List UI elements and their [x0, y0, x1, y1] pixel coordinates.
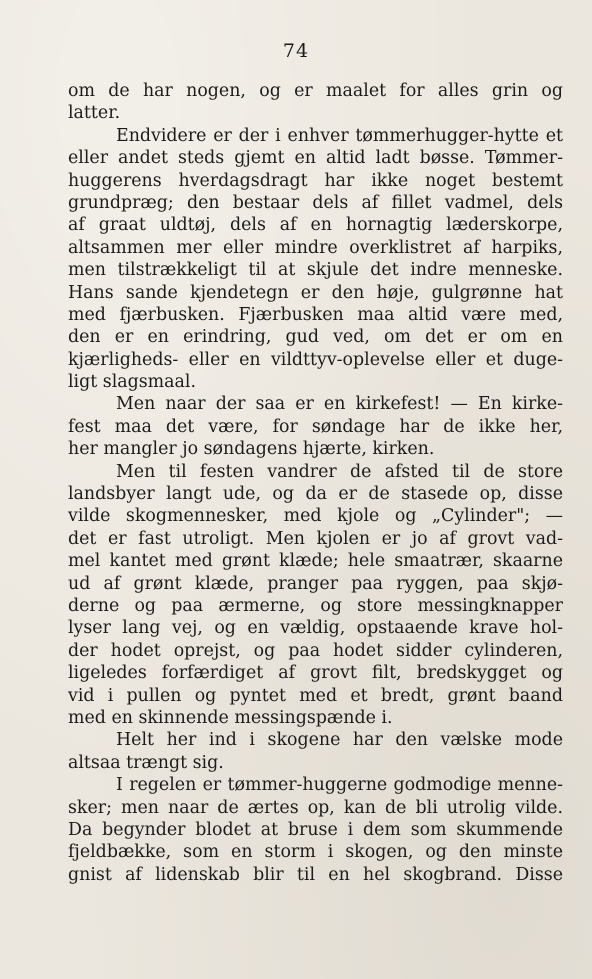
- text-line: altsammen mer eller mindre overklistret af harpiks,: [68, 237, 563, 258]
- text-line: fest maa det være, for søndage har de ikke her,: [68, 416, 563, 437]
- text-line: Men til festen vandrer de afsted til de store: [116, 461, 563, 482]
- text-line: vilde skogmennesker, med kjole og „Cylinder"; —: [68, 506, 563, 527]
- text-line: Hans sande kjendetegn er den høje, gulgrønne hat: [68, 282, 563, 303]
- text-line: gnist af lidenskab blir til en hel skogbrand. Disse: [68, 864, 563, 885]
- text-line: men tilstrækkeligt til at skjule det indre menneske.: [68, 260, 563, 281]
- text-line: eller andet steds gjemt en altid ladt bøsse. Tømmer-: [68, 148, 563, 169]
- text-line: grundpræg; den bestaar dels af fillet vadmel, dels: [68, 192, 563, 213]
- text-line: altsaa trængt sig.: [68, 752, 224, 773]
- text-line: derne og paa ærmerne, og store messingknapper: [68, 595, 563, 616]
- text-line: ligt slagsmaal.: [68, 372, 197, 393]
- text-line: mel kantet med grønt klæde; hele smaatrær, skaarne: [68, 551, 563, 572]
- text-line: I regelen er tømmer-huggerne godmodige menne-: [116, 775, 563, 796]
- text-line: vid i pullen og pyntet med et bredt, grønt baand: [68, 685, 563, 706]
- text-line: Endvidere er der i enhver tømmerhugger-hytte et: [116, 125, 563, 146]
- text-line: med fjærbusken. Fjærbusken maa altid være med,: [68, 304, 563, 325]
- text-line: fjeldbække, som en storm i skogen, og den minste: [68, 842, 563, 863]
- page-number: 74: [282, 40, 310, 62]
- text-line: Men naar der saa er en kirkefest! — En kirke-: [116, 394, 563, 415]
- text-line: lyser lang vej, og en vældig, opstaaende krave hol-: [68, 618, 563, 639]
- text-line: med en skinnende messingspænde i.: [68, 707, 393, 728]
- body-text: [68, 80, 563, 886]
- text-line: her mangler jo søndagens hjærte, kirken.: [68, 439, 435, 460]
- text-line: landsbyer langt ude, og da er de stasede op, disse: [68, 484, 563, 505]
- text-line: Da begynder blodet at bruse i dem som skummende: [68, 819, 563, 840]
- text-line: huggerens hverdagsdragt har ikke noget bestemt: [68, 170, 563, 191]
- text-line: den er en erindring, gud ved, om det er om en: [68, 327, 563, 348]
- text-line: om de har nogen, og er maalet for alles grin og: [68, 81, 563, 101]
- text-line: ligeledes forfærdiget af grovt filt, bredskygget og: [68, 663, 563, 684]
- text-line: ud af grønt klæde, pranger paa ryggen, paa skjø-: [68, 573, 563, 594]
- text-line: der hodet oprejst, og paa hodet sidder cylinderen,: [68, 640, 563, 661]
- text-line: latter.: [68, 103, 121, 124]
- text-line: det er fast utroligt. Men kjolen er jo af grovt vad-: [68, 528, 563, 549]
- text-line: af graat uldtøj, dels af en hornagtig læderskorpe,: [68, 215, 563, 236]
- text-line: Helt her ind i skogene har den vælske mode: [116, 730, 563, 751]
- text-line: sker; men naar de ærtes op, kan de bli utrolig vilde.: [68, 797, 563, 818]
- text-line: kjærligheds- eller en vildttyv-oplevelse eller et duge-: [68, 349, 563, 370]
